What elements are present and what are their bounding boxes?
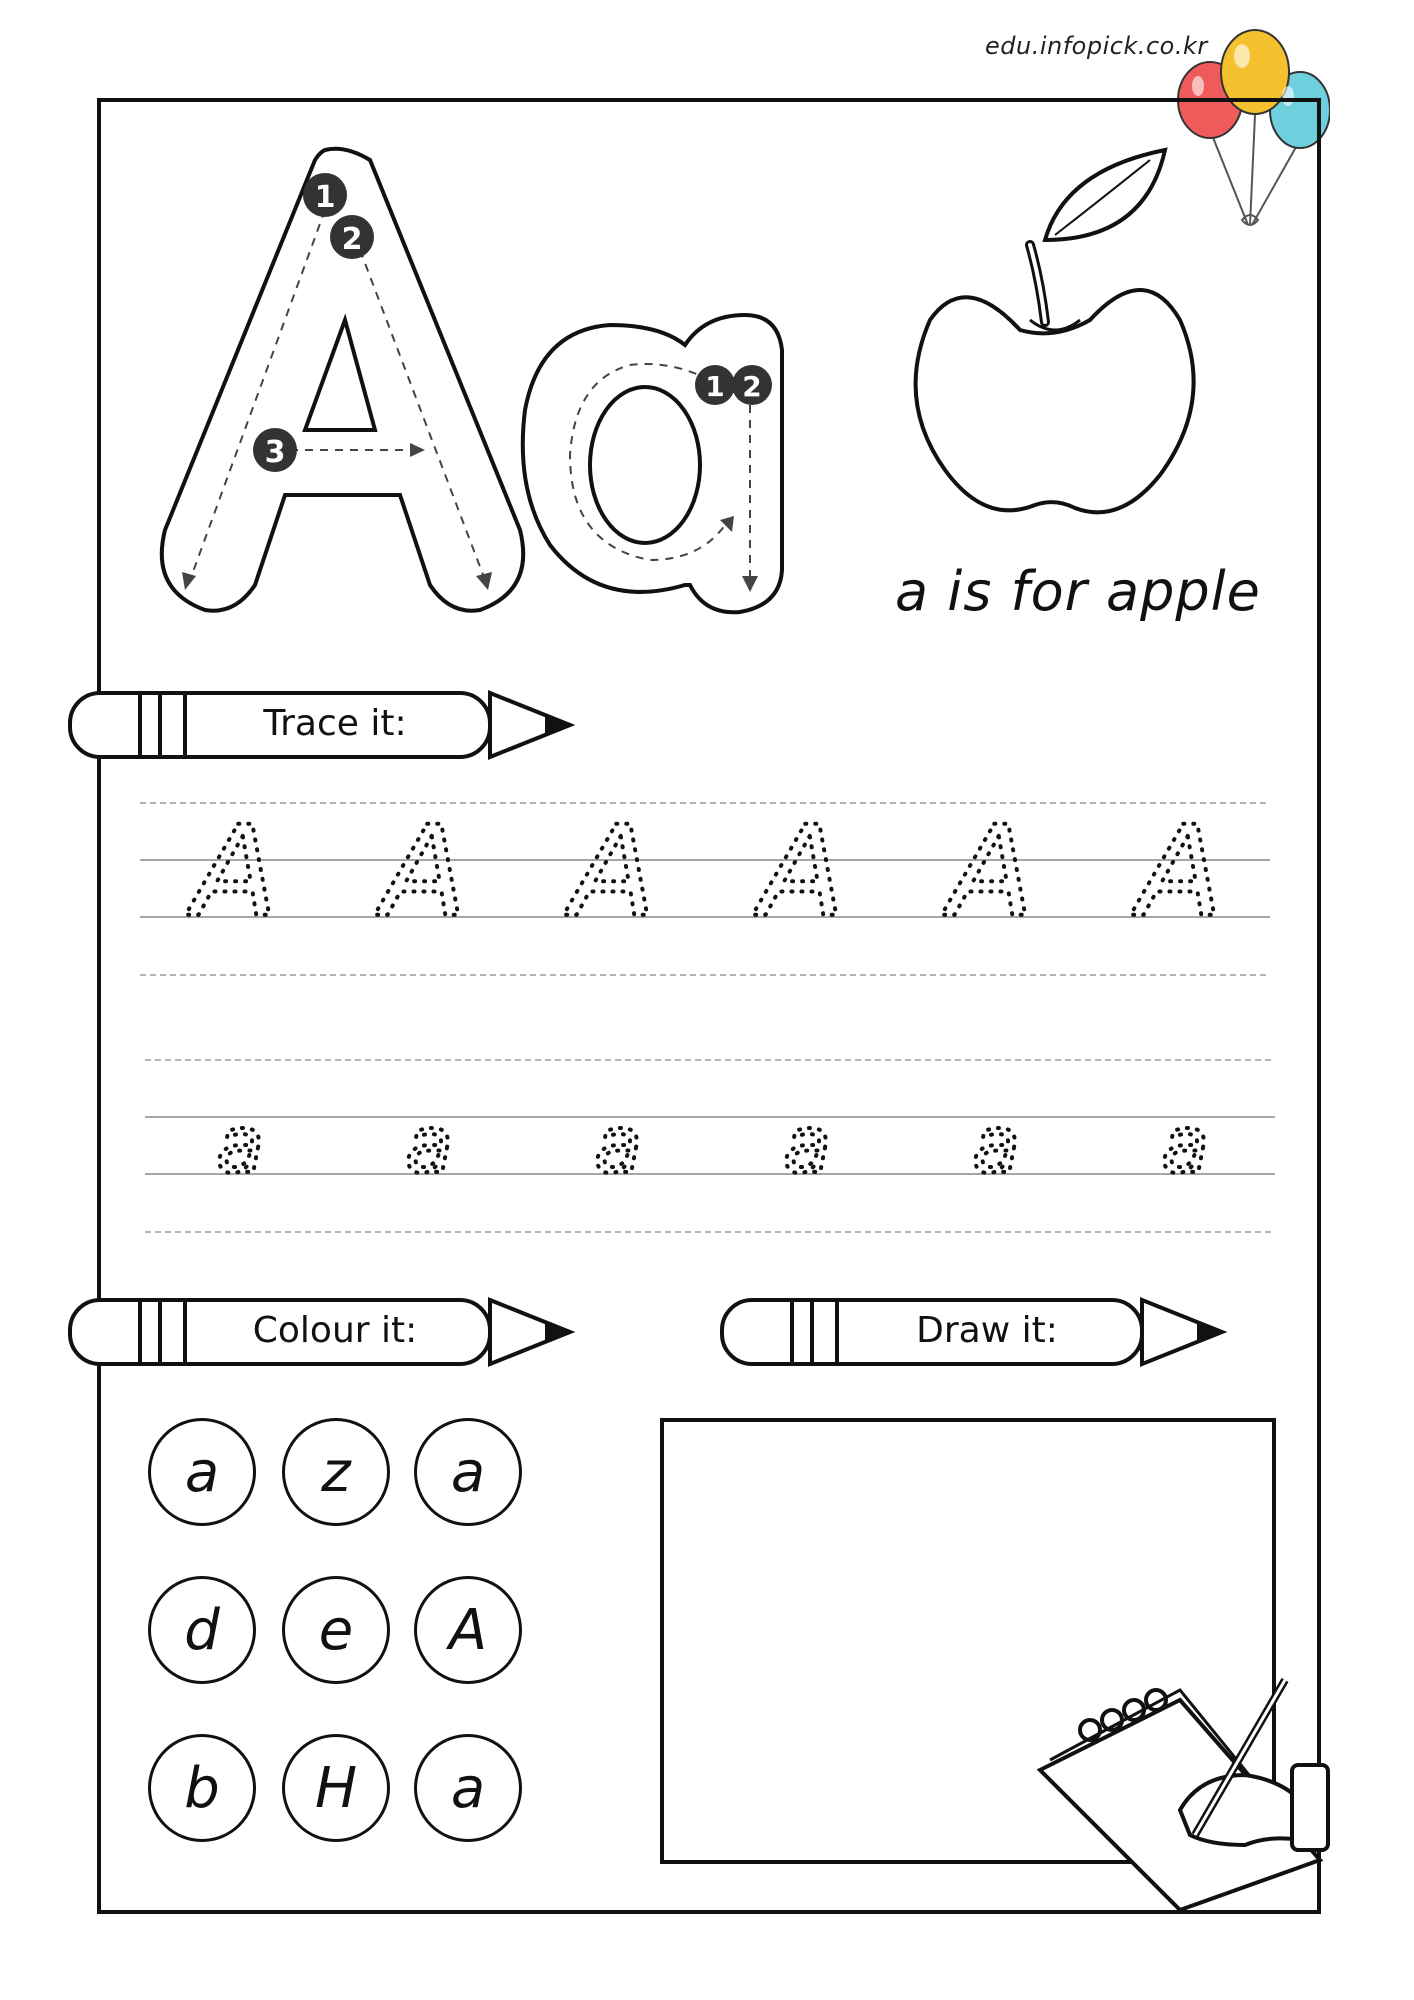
colour-section-label: Colour it: [252, 1310, 418, 1351]
dotted-trace-letter: A [192, 800, 278, 945]
dotted-trace-letter: a [216, 1101, 264, 1191]
step-number: 3 [264, 435, 286, 470]
step-number: 2 [742, 370, 762, 403]
writing-guidelines [140, 803, 1275, 1232]
colour-circle[interactable]: H [282, 1734, 390, 1842]
dotted-trace-letter: a [783, 1101, 831, 1191]
colour-circle[interactable]: e [282, 1576, 390, 1684]
dotted-trace-letter: a [405, 1101, 453, 1191]
dotted-trace-letter: A [948, 800, 1034, 945]
site-url: edu.infopick.co.kr [985, 32, 1208, 60]
colour-circle[interactable]: A [414, 1576, 522, 1684]
dotted-trace-letter: A [759, 800, 845, 945]
step-number: 1 [705, 370, 725, 403]
colour-circle[interactable]: d [148, 1576, 256, 1684]
step-number: 2 [341, 222, 363, 257]
draw-section-label: Draw it: [916, 1310, 1058, 1351]
colour-circle[interactable]: b [148, 1734, 256, 1842]
dotted-trace-letter: a [972, 1101, 1020, 1191]
dotted-trace-letter: A [570, 800, 656, 945]
dotted-letters [185, 800, 1223, 1191]
step-number: 1 [314, 180, 336, 215]
dotted-trace-letter: a [594, 1101, 642, 1191]
dotted-trace-letter: A [381, 800, 467, 945]
colour-circle[interactable]: a [414, 1418, 522, 1526]
dotted-trace-letter: A [1137, 800, 1223, 945]
dotted-trace-letter: a [1161, 1101, 1209, 1191]
trace-section-label: Trace it: [263, 703, 407, 744]
hand-writing-notebook-icon [1030, 1660, 1330, 1920]
colour-circle[interactable]: a [414, 1734, 522, 1842]
colour-circle[interactable]: a [148, 1418, 256, 1526]
caption-text: a is for apple [895, 560, 1261, 623]
colour-circle[interactable]: z [282, 1418, 390, 1526]
